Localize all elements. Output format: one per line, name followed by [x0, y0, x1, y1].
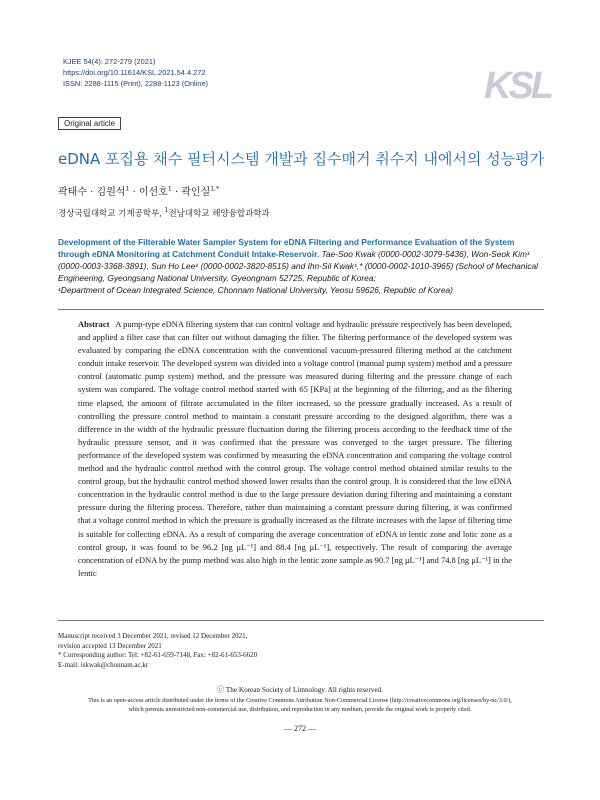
affiliation-ko-sup: 1 — [164, 207, 169, 215]
page-number: — 272 — — [284, 724, 316, 733]
affiliation-ko-2: 전남대학교 해양융합과학과 — [168, 209, 270, 219]
ksl-logo — [484, 65, 551, 107]
license-line-2: which permits unrestricted non-commercial use, distribution, and reproduction in any medium, provide the original work is properly cited. — [128, 705, 472, 713]
journal-citation: KJEE 54(4): 272-279 (2021) — [63, 57, 156, 66]
authors-korean: 곽태수 · 김원석$^1$ · 이선호$^1$ · 곽인실$^{1,*}$ — [58, 185, 219, 198]
title-korean: eDNA 포집용 채수 필터시스템 개발과 집수매거 취수지 내에서의 성능평가 — [58, 150, 545, 168]
copyright: ⓒ The Korean Society of Limnology. All rights reserved. — [217, 686, 383, 694]
license — [0, 697, 600, 714]
author-3: 이선호 — [138, 187, 168, 198]
abstract-label: Abstract — [78, 319, 110, 329]
ksl-logo-text: KSL — [484, 65, 551, 107]
author-3-sup: 1 — [167, 185, 172, 193]
english-title: Development of the Filterable Water Sampler System for eDNA Filtering and Performance Evaluation of the System through eDNA Monitoring at Catchment Conduit Intake-Reservoir. — [58, 237, 515, 259]
author-4-sup: 1,* — [210, 185, 219, 193]
english-title-block — [58, 236, 544, 296]
english-affiliation-1: (School of Mechanical Engineering, Gyeongsang National University, Gyeongnam 52725, Republic of Korea; — [58, 261, 539, 283]
abstract-text: A pump-type eDNA filtering system that can control voltage and hydraulic pressure respectively has been developed, and applied a filter case that can filter out without damaging the filter. The filtering performance of the developed system was evaluated by comparing the eDNA concentration with the conventional vacuum-pressured filtering method at the catchment conduit intake reservoir. The developed system was divided into a voltage control (manual pump system) method and a pressure control (automatic pump system) method, and the pressure was measured during filtering and the pressure change of each system was compared. The voltage control method started with 65 [KPa] at the beginning of the filtering, and as the filtering time elapsed, the amount of filtrate accumulated in the filter increased, so the pressure gradually increased. As a result of controlling the pressure control method to maintain a constant pressure according to the designed algorithm, there was a difference in the width of the hydraulic pressure fluctuation during the filtering process according to the feedback time of the hydraulic pressure sensor, and it was confirmed that the pressure was converged to the target pressure. The filtering performance of the developed system was confirmed by measuring the eDNA concentration and comparing the voltage control method and the hydraulic control method with the control group. The voltage control method obtained similar results to the control group, but the hydraulic control method showed lower results than the control group. It is considered that the low eDNA concentration in the hydraulic control method is due to the large pressure deviation during filtering and maintaining a constant pressure during the filtering process. Therefore, rather than maintaining a constant pressure during filtering, it was confirmed that a voltage control method in which the pressure is gradually increased as the filtrate increases with the lapse of filtering time is suitable for collecting eDNA. As a result of comparing the average concentration of eDNA in lentic zone and lotic zone as a control group, it was found to be 96.2 [ng μL⁻¹] and 88.4 [ng μL⁻¹], respectively. The result of comparing the average concentration of eDNA by the pump method was also high in the lentic zone sample as 90.7 [ng μL⁻¹] and 74.8 [ng μL⁻¹] in the lentic — [78, 319, 512, 578]
journal-issn: ISSN: 2288-1115 (Print), 2288-1123 (Online) — [63, 79, 209, 88]
footnote-received: Manuscript received 3 December 2021, revised 12 December 2021, — [58, 632, 248, 640]
footnote-corresponding: * Corresponding author: Tel: +82-61-659-7148, Fax: +82-61-653-6620 — [58, 651, 258, 659]
article-type-badge: Original article — [58, 117, 121, 130]
affiliation-ko-1: 경상국립대학교 기계공학부, — [58, 209, 165, 219]
manuscript-footnote — [58, 632, 257, 670]
author-2: 김원석 — [96, 187, 126, 198]
license-line-1: This is an open-access article distributed under the terms of the Creative Commons Attribution Non-Commercial License (http://creativecommons.org/licenses/by-nc/3.0/), — [88, 697, 512, 704]
footnote-email: E-mail: iskwak@chonnam.ac.kr — [58, 660, 149, 669]
journal-info — [63, 56, 208, 89]
author-4: 곽인실 — [181, 187, 211, 198]
author-2-sup: 1 — [125, 185, 130, 193]
affiliation-korean — [58, 207, 270, 219]
english-affiliation-2: ¹Department of Ocean Integrated Science, Chonnam National University, Yeosu 59626, Republic of Korea) — [58, 285, 453, 295]
author-1: 곽태수 — [58, 187, 87, 198]
divider-top — [58, 309, 544, 310]
abstract — [78, 318, 512, 580]
journal-doi: https://doi.org/10.11614/KSL.2021.54.4.272 — [63, 68, 206, 77]
footnote-accepted: revision accepted 13 December 2021 — [58, 641, 162, 650]
english-authors: Tae-Soo Kwak (0000-0002-3079-5436), Won-Seok Kim¹ (0000-0003-3368-3891), Sun Ho Lee¹ (0000-0002-3820-8515) and Ihn-Sil Kwak¹,* (0000-0002-1010-3965) — [58, 249, 530, 271]
divider-bottom — [58, 620, 544, 621]
